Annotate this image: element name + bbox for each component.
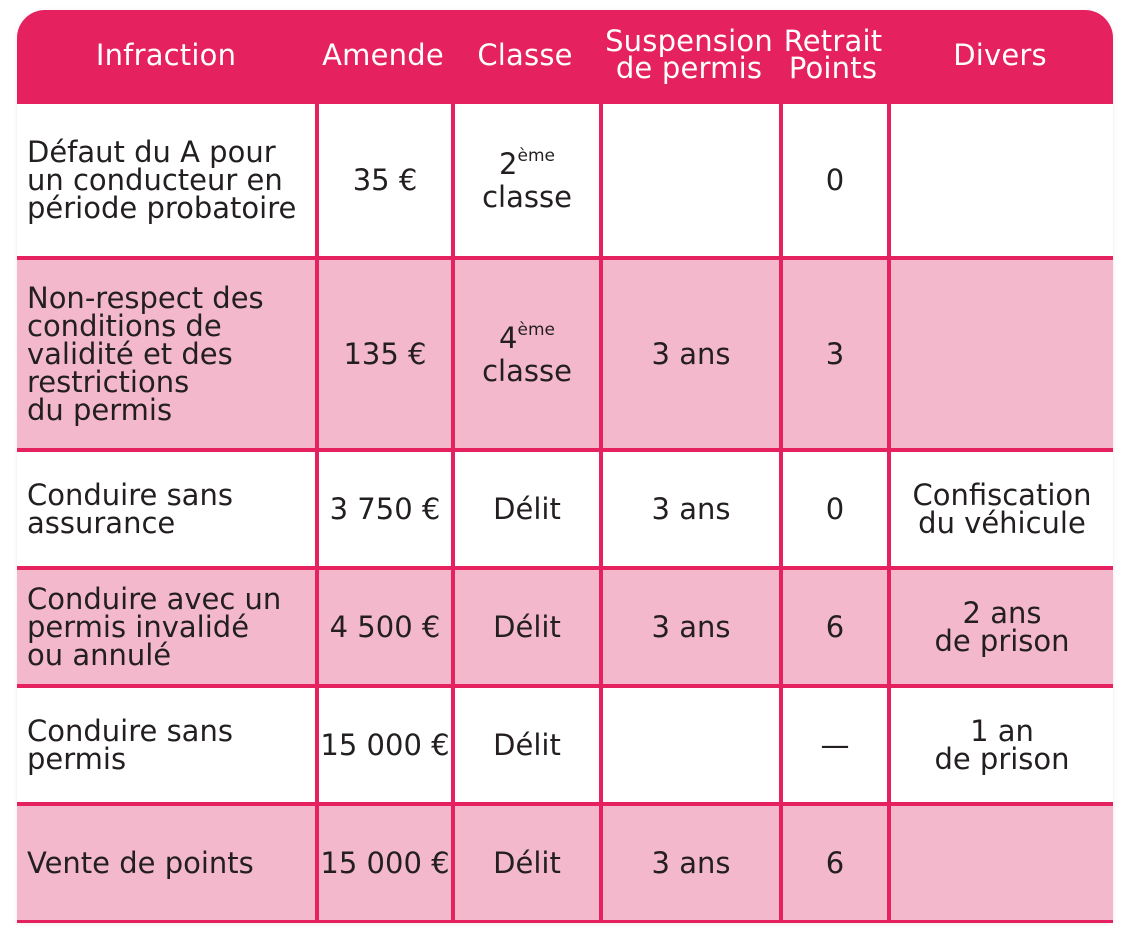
- cell-suspension: 3 ans: [599, 566, 779, 684]
- table-row: [17, 100, 1113, 256]
- cell-amende: 35 €: [315, 100, 451, 256]
- header-infraction: Infraction: [95, 37, 237, 72]
- cell-classe: 2ème classe: [451, 100, 599, 256]
- cell-infraction: Défaut du A pour un conducteur en période probatoire: [17, 100, 315, 256]
- table-row: [17, 448, 1113, 566]
- cell-amende: 135 €: [315, 256, 451, 448]
- cell-suspension: [599, 684, 779, 802]
- cell-amende: 3 750 €: [315, 448, 451, 566]
- cell-points: 0: [779, 448, 887, 566]
- cell-suspension: 3 ans: [599, 256, 779, 448]
- cell-classe: Délit: [451, 684, 599, 802]
- cell-divers: [887, 256, 1113, 448]
- header-divers: Divers: [953, 37, 1047, 72]
- cell-amende: 4 500 €: [315, 566, 451, 684]
- cell-suspension: [599, 100, 779, 256]
- cell-infraction: Conduire sans permis: [17, 684, 315, 802]
- cell-amende: 15 000 €: [315, 802, 451, 920]
- cell-infraction: Vente de points: [17, 802, 315, 920]
- cell-points: 3: [779, 256, 887, 448]
- table-row: [17, 802, 1113, 920]
- cell-points: —: [779, 684, 887, 802]
- cell-classe: Délit: [451, 566, 599, 684]
- infractions-table: [17, 10, 1113, 920]
- header-suspension: Suspension de permis: [605, 24, 773, 85]
- header-classe: Classe: [477, 37, 573, 72]
- table-row: [17, 566, 1113, 684]
- cell-suspension: 3 ans: [599, 448, 779, 566]
- table-header-row: [17, 10, 1113, 100]
- cell-infraction: Conduire avec un permis invalidé ou annulé: [17, 566, 315, 684]
- cell-infraction: Conduire sans assurance: [17, 448, 315, 566]
- cell-divers: 2 ans de prison: [887, 566, 1113, 684]
- cell-divers: Confiscation du véhicule: [887, 448, 1113, 566]
- cell-classe: Délit: [451, 448, 599, 566]
- cell-classe: Délit: [451, 802, 599, 920]
- header-retrait-points: Retrait Points: [783, 24, 883, 85]
- cell-divers: [887, 802, 1113, 920]
- cell-divers: 1 an de prison: [887, 684, 1113, 802]
- cell-points: 0: [779, 100, 887, 256]
- cell-amende: 15 000 €: [315, 684, 451, 802]
- cell-points: 6: [779, 566, 887, 684]
- cell-divers: [887, 100, 1113, 256]
- infractions-table-container: [17, 10, 1113, 923]
- cell-infraction: Non-respect des conditions de validité et des restrictions du permis: [17, 256, 315, 448]
- cell-points: 6: [779, 802, 887, 920]
- cell-classe: 4ème classe: [451, 256, 599, 448]
- table-row: [17, 684, 1113, 802]
- cell-suspension: 3 ans: [599, 802, 779, 920]
- table-row: [17, 256, 1113, 448]
- header-amende: Amende: [322, 37, 444, 72]
